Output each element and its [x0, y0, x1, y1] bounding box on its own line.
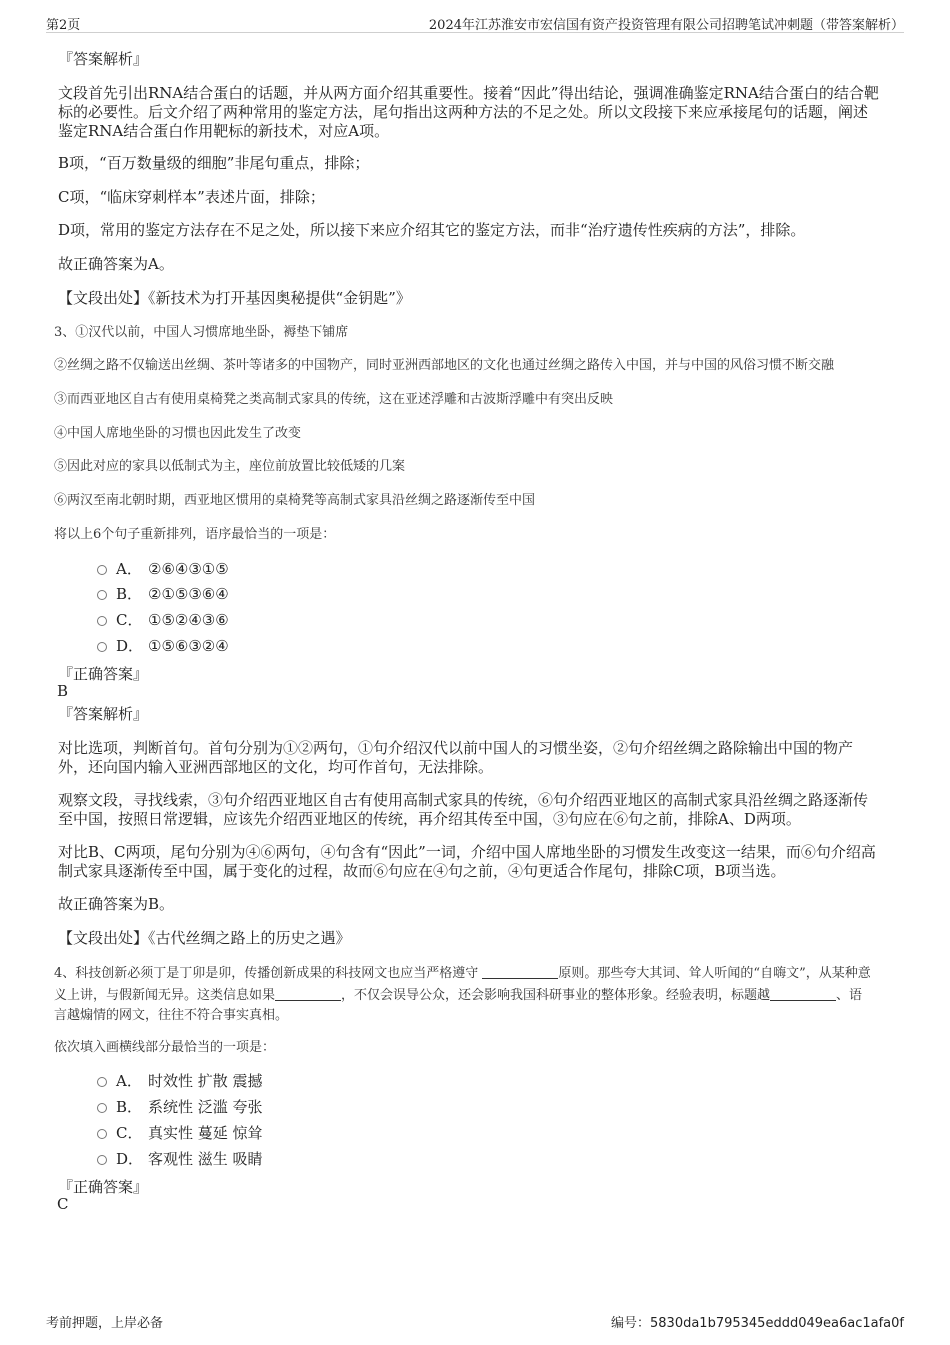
analysis-line: 鉴定RNA结合蛋白作用靶标的新技术，对应A项。: [58, 122, 390, 140]
radio-icon[interactable]: [97, 565, 107, 575]
analysis-line: 观察文段，寻找线索，③句介绍西亚地区自古有使用高制式家具的传统，⑥句介绍西亚地区的高制式家具沿丝绸之路逐渐传: [58, 791, 869, 809]
question-prompt: 将以上6个句子重新排列，语序最恰当的一项是：: [54, 527, 336, 542]
analysis-line: 制式家具逐渐传至中国，属于变化的过程，故而⑥句应在④句之前，④句更适合作尾句，排除C项，B项当选。: [58, 862, 786, 880]
correct-answer: B: [57, 682, 69, 700]
footer-slogan: 考前押题，上岸必备: [46, 1316, 164, 1331]
analysis-line: 至中国，按照日常逻辑，应该先介绍西亚地区的传统，再介绍其传至中国，③句应在⑥句之前，排除A、D两项。: [58, 810, 801, 828]
fill-blank-1: [482, 966, 558, 979]
radio-icon[interactable]: [97, 1103, 107, 1113]
option-a[interactable]: A． ②⑥④③①⑤: [97, 558, 229, 579]
answer-label: 『正确答案』: [58, 1178, 149, 1196]
source-citation: 【文段出处】《新技术为打开基因奥秘提供“金钥匙”》: [58, 289, 411, 307]
option-c[interactable]: C． ①⑤②④③⑥: [97, 609, 229, 630]
document-title: 2024年江苏淮安市宏信国有资产投资管理有限公司招聘笔试冲刺题（带答案解析）: [428, 18, 904, 33]
document-code: 编号：5830da1b795345eddd049ea6ac1afa0f: [610, 1316, 904, 1331]
question-stem-line: 4、科技创新必须丁是丁卯是卯，传播创新成果的科技网文也应当严格遵守 原则。那些夸大其词、耸人听闻的“自嗨文”，从某种意: [54, 966, 871, 981]
radio-icon[interactable]: [97, 590, 107, 600]
question-prompt: 依次填入画横线部分最恰当的一项是：: [54, 1040, 276, 1055]
correct-answer: C: [57, 1195, 69, 1213]
analysis-line: 对比B、C两项，尾句分别为④⑥两句，④句含有“因此”一词，介绍中国人席地坐卧的习惯发生改变这一结果，而⑥句介绍高: [58, 843, 876, 861]
radio-icon[interactable]: [97, 616, 107, 626]
question-stem-line: 言越煽情的网文，往往不符合事实真相。: [54, 1008, 289, 1023]
page-header: [46, 14, 904, 33]
radio-icon[interactable]: [97, 1077, 107, 1087]
analysis-line: B项，“百万数量级的细胞”非尾句重点，排除；: [58, 154, 370, 172]
analysis-conclusion: 故正确答案为B。: [58, 895, 175, 913]
analysis-line: 对比选项，判断首句。首句分别为①②两句，①句介绍汉代以前中国人的习惯坐姿，②句介绍丝绸之路除输出中国的物产: [58, 739, 854, 757]
sentence-2: ②丝绸之路不仅输送出丝绸、茶叶等诸多的中国物产，同时亚洲西部地区的文化也通过丝绸之路传入中国，并与中国的风俗习惯不断交融: [54, 358, 835, 373]
analysis-label: 『答案解析』: [58, 50, 149, 68]
fill-blank-2: [275, 988, 341, 1001]
option-d[interactable]: D． 客观性 滋生 吸睛: [97, 1148, 263, 1169]
question-stem-line: 义上讲，与假新闻无异。这类信息如果 ，不仅会误导公众，还会影响我国科研事业的整体形象。经验表明，标题越 、语: [54, 988, 863, 1003]
question-stem: 3、①汉代以前，中国人习惯席地坐卧，褥垫下铺席: [54, 325, 349, 340]
sentence-4: ④中国人席地坐卧的习惯也因此发生了改变: [54, 426, 302, 441]
analysis-label: 『答案解析』: [58, 705, 149, 723]
sentence-5: ⑤因此对应的家具以低制式为主，座位前放置比较低矮的几案: [54, 459, 406, 474]
analysis-line: D项，常用的鉴定方法存在不足之处，所以接下来应介绍其它的鉴定方法，而非“治疗遗传性疾病的方法”，排除。: [58, 221, 806, 239]
option-d[interactable]: D． ①⑤⑥③②④: [97, 635, 229, 656]
analysis-conclusion: 故正确答案为A。: [58, 255, 174, 273]
option-b[interactable]: B． 系统性 泛滥 夸张: [97, 1096, 263, 1117]
option-b[interactable]: B． ②①⑤③⑥④: [97, 583, 229, 604]
page-number: 第2页: [46, 18, 81, 33]
radio-icon[interactable]: [97, 1129, 107, 1139]
analysis-line: 标的必要性。后文介绍了两种常用的鉴定方法，尾句指出这两种方法的不足之处。所以文段接下来应承接尾句的话题，阐述: [58, 103, 869, 121]
source-citation: 【文段出处】《古代丝绸之路上的历史之遇》: [58, 929, 351, 947]
option-c[interactable]: C． 真实性 蔓延 惊耸: [97, 1122, 263, 1143]
analysis-line: 文段首先引出RNA结合蛋白的话题，并从两方面介绍其重要性。接着“因此”得出结论，强调准确鉴定RNA结合蛋白的结合靶: [58, 84, 879, 102]
radio-icon[interactable]: [97, 1155, 107, 1165]
analysis-line: 外，还向国内输入亚洲西部地区的文化，均可作首句，无法排除。: [58, 758, 494, 776]
analysis-line: C项，“临床穿刺样本”表述片面，排除；: [58, 188, 325, 206]
sentence-3: ③而西亚地区自古有使用桌椅凳之类高制式家具的传统，这在亚述浮雕和古波斯浮雕中有突出反映: [54, 392, 614, 407]
sentence-6: ⑥两汉至南北朝时期，西亚地区惯用的桌椅凳等高制式家具沿丝绸之路逐渐传至中国: [54, 493, 536, 508]
radio-icon[interactable]: [97, 642, 107, 652]
answer-label: 『正确答案』: [58, 665, 149, 683]
fill-blank-3: [770, 988, 836, 1001]
option-a[interactable]: A． 时效性 扩散 震撼: [97, 1070, 263, 1091]
